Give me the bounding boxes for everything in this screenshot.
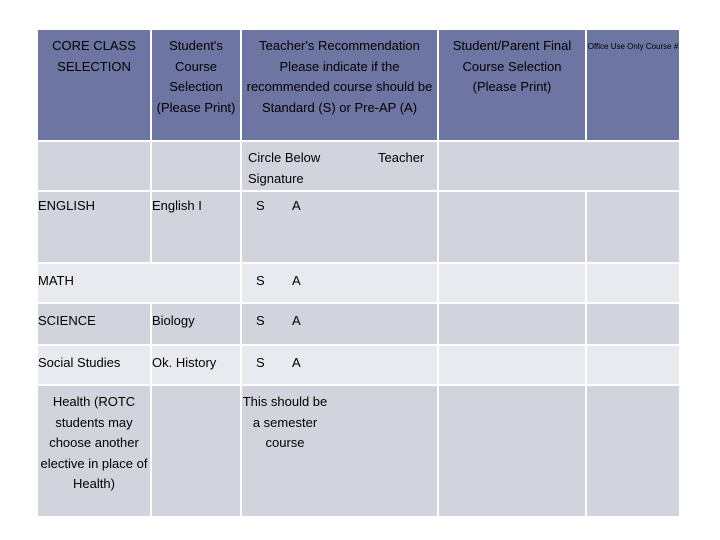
subject-cell [38, 192, 150, 262]
header-teacher-recommendation [242, 30, 437, 140]
table-row-social-studies [38, 346, 679, 384]
office-use-cell [587, 346, 679, 384]
office-use-cell [587, 192, 679, 262]
header-student-course [152, 30, 240, 140]
header-final-selection [439, 30, 585, 140]
subject-label: ENGLISH [38, 198, 96, 213]
header-student-course-text: Student's Course Selection (Please Print) [156, 38, 236, 115]
recommendation-cell [242, 386, 437, 516]
subject-cell [38, 386, 150, 516]
office-use-cell [587, 264, 679, 302]
final-selection-cell[interactable] [439, 346, 585, 384]
header-teacher-recommendation-text: Teacher's Recommendation Please indicate if the recommended course should be Standard (S) or Pre-AP (A) [246, 38, 433, 115]
subheader-empty-1 [38, 142, 150, 190]
course-cell [152, 304, 240, 344]
course-label: English I [152, 198, 202, 213]
header-row [38, 30, 679, 140]
header-final-selection-text: Student/Parent Final Course Selection (Please Print) [452, 38, 572, 94]
subheader-empty-2 [152, 142, 240, 190]
subject-cell [38, 264, 240, 302]
office-use-cell [587, 386, 679, 516]
circle-below-label: Circle Below Signature [248, 150, 321, 186]
subject-cell [38, 304, 150, 344]
office-use-cell [587, 304, 679, 344]
subject-cell [38, 346, 150, 384]
course-cell [152, 346, 240, 384]
course-selection-table [36, 28, 681, 518]
table-row-science [38, 304, 679, 344]
header-office-use [587, 30, 679, 140]
subject-label: Health (ROTC students may choose another elective in place of Health) [40, 394, 148, 491]
course-cell [152, 192, 240, 262]
subheader-row [38, 142, 679, 190]
pre-ap-option[interactable]: A [292, 355, 301, 370]
pre-ap-option[interactable]: A [292, 273, 301, 288]
pre-ap-option[interactable]: A [292, 198, 301, 213]
table-row-health [38, 386, 679, 516]
course-label: Ok. History [152, 355, 217, 370]
pre-ap-option[interactable]: A [292, 313, 301, 328]
subject-label: MATH [38, 273, 74, 288]
final-selection-cell[interactable] [439, 192, 585, 262]
standard-option[interactable]: S [256, 313, 265, 328]
header-core-class [38, 30, 150, 140]
semester-note: This should be a semester course [242, 394, 328, 450]
course-label: Biology [152, 313, 195, 328]
table-row-math [38, 264, 679, 302]
final-selection-cell[interactable] [439, 386, 585, 516]
course-cell [152, 386, 240, 516]
subheader-teacher-signature [242, 142, 437, 190]
final-selection-cell[interactable] [439, 264, 585, 302]
subheader-empty-3 [439, 142, 679, 190]
recommendation-cell[interactable] [242, 304, 437, 344]
standard-option[interactable]: S [256, 355, 265, 370]
subject-label: SCIENCE [38, 313, 96, 328]
table-row-english [38, 192, 679, 262]
recommendation-cell[interactable] [242, 346, 437, 384]
subject-label: Social Studies [38, 355, 121, 370]
standard-option[interactable]: S [256, 273, 265, 288]
teacher-signature-label: Teacher [378, 150, 425, 165]
recommendation-cell[interactable] [242, 264, 437, 302]
header-core-class-text: CORE CLASS SELECTION [52, 38, 136, 74]
standard-option[interactable]: S [256, 198, 265, 213]
header-office-use-text: Office Use Only Course # [587, 42, 679, 51]
recommendation-cell[interactable] [242, 192, 437, 262]
final-selection-cell[interactable] [439, 304, 585, 344]
